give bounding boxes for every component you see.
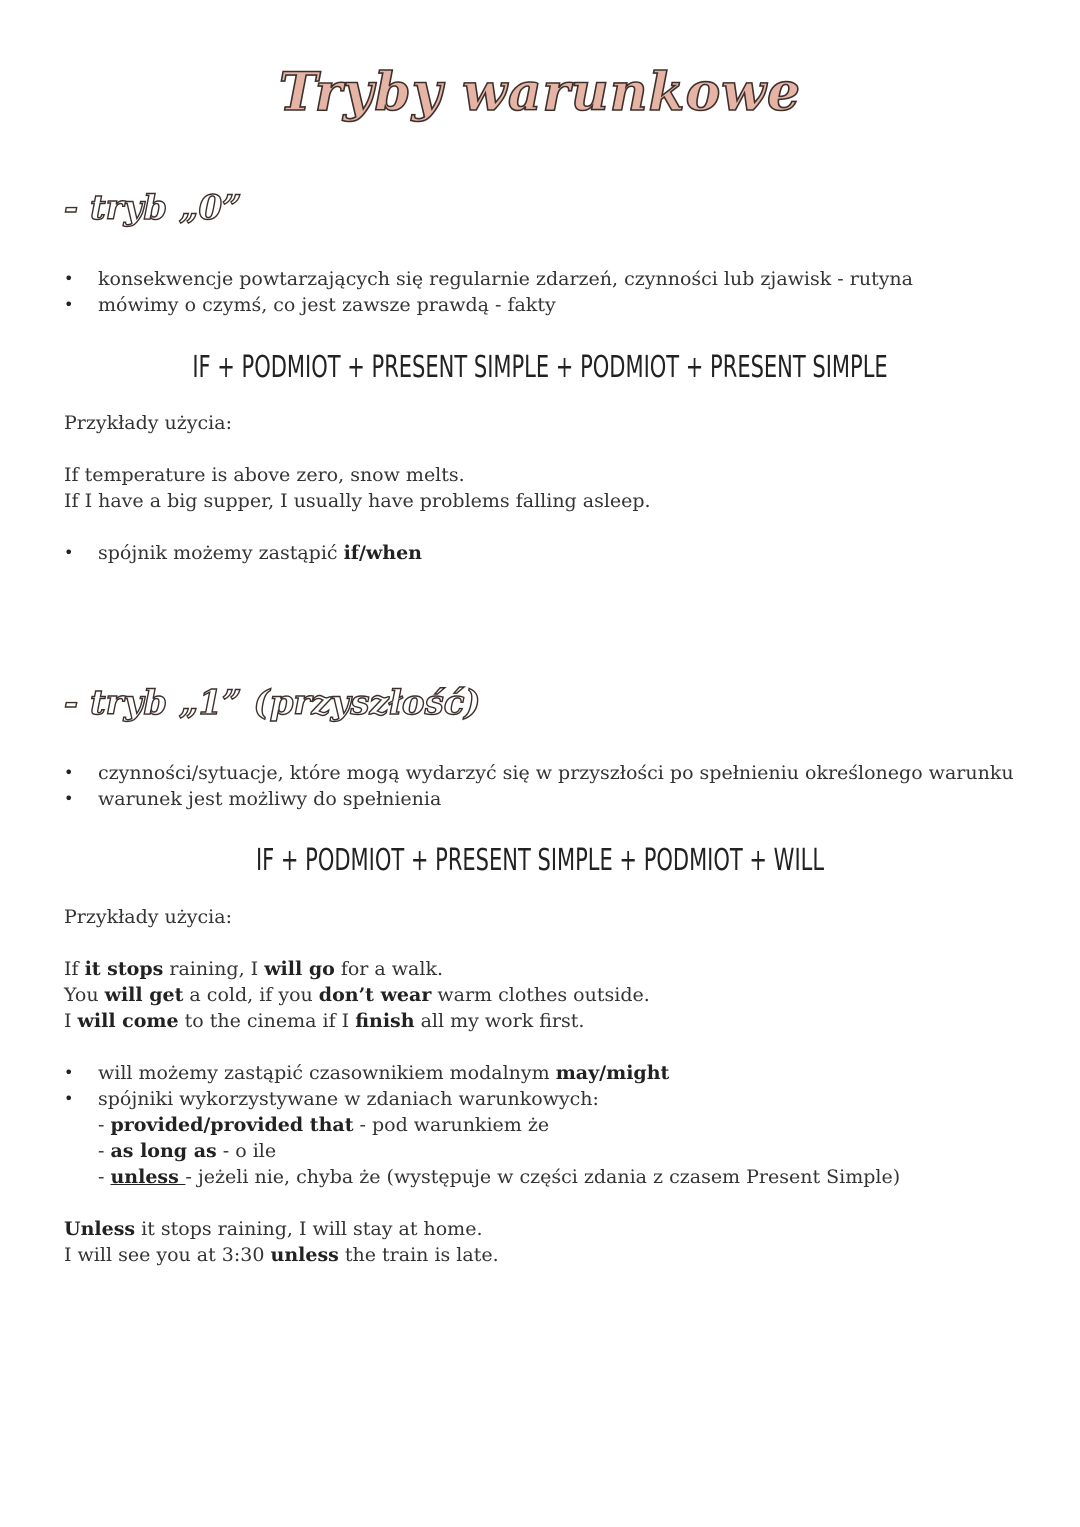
- conjunction-line: - unless - jeżeli nie, chyba że (występuje w części zdania z czasem Present Simple): [98, 1166, 901, 1188]
- list-item: • czynności/sytuacje, które mogą wydarzyć się w przyszłości po spełnieniu określonego warunku: [64, 760, 1014, 786]
- example-sentence: If temperature is above zero, snow melts.: [64, 464, 465, 486]
- section-heading-zero: - tryb „0”: [64, 188, 242, 228]
- list-item: • mówimy o czymś, co jest zawsze prawdą - fakty: [64, 292, 913, 318]
- note-text: spójnik możemy zastąpić: [98, 542, 344, 564]
- list-item: • will możemy zastąpić czasownikiem modalnym may/might: [64, 1060, 669, 1086]
- section-zero-bullets: [64, 266, 913, 318]
- examples-label: Przykłady użycia:: [64, 412, 232, 434]
- conjunction-line: - as long as - o ile: [98, 1140, 277, 1162]
- example-sentence: If I have a big supper, I usually have problems falling asleep.: [64, 490, 651, 512]
- section-zero-note: [64, 540, 422, 566]
- formula-one: IF + PODMIOT + PRESENT SIMPLE + PODMIOT + WILL: [255, 843, 825, 878]
- example-sentence: I will come to the cinema if I finish all my work first.: [64, 1010, 585, 1032]
- conjunction-line: - provided/provided that - pod warunkiem że: [98, 1114, 550, 1136]
- section-one-notes: [64, 1060, 669, 1112]
- formula-zero: IF + PODMIOT + PRESENT SIMPLE + PODMIOT + PRESENT SIMPLE: [192, 350, 888, 385]
- examples-label: Przykłady użycia:: [64, 906, 232, 928]
- list-item: • konsekwencje powtarzających się regularnie zdarzeń, czynności lub zjawisk - rutyna: [64, 266, 913, 292]
- example-sentence: You will get a cold, if you don’t wear warm clothes outside.: [64, 984, 650, 1006]
- list-item: • warunek jest możliwy do spełnienia: [64, 786, 1014, 812]
- page-title: Tryby warunkowe: [278, 62, 802, 123]
- unless-example: I will see you at 3:30 unless the train is late.: [64, 1244, 499, 1266]
- list-item: • spójniki wykorzystywane w zdaniach warunkowych:: [64, 1086, 669, 1112]
- note-bold: if/when: [343, 542, 422, 564]
- section-heading-one: - tryb „1” (przyszłość): [64, 683, 481, 723]
- list-item: [64, 540, 422, 566]
- unless-example: Unless it stops raining, I will stay at home.: [64, 1218, 483, 1240]
- example-sentence: If it stops raining, I will go for a walk.: [64, 958, 444, 980]
- section-one-bullets: [64, 760, 1014, 812]
